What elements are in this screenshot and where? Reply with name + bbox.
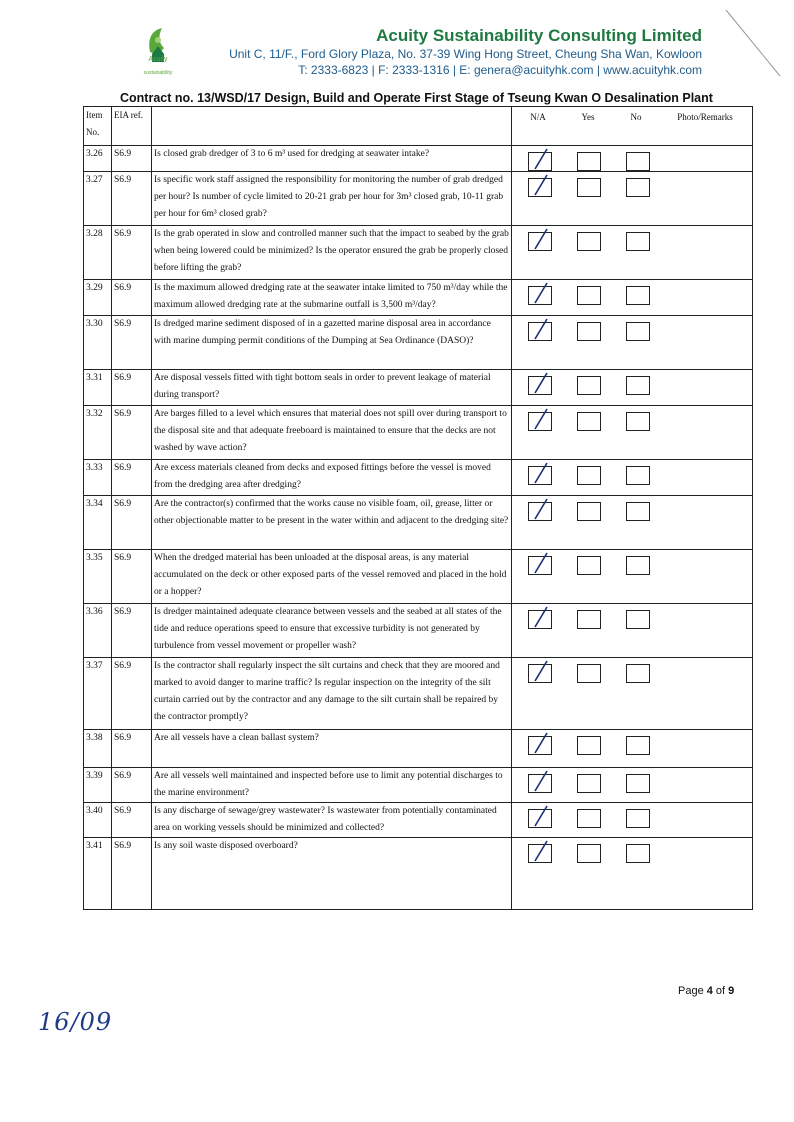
check-mark-icon [533, 551, 549, 577]
checkbox-no[interactable] [626, 502, 650, 521]
checkbox-yes[interactable] [577, 556, 601, 575]
item-no: 3.26 [84, 146, 112, 172]
table-row [84, 316, 753, 370]
table-row [84, 604, 753, 658]
item-no: 3.27 [84, 172, 112, 226]
checkbox-na[interactable] [528, 610, 552, 629]
checkbox-na[interactable] [528, 412, 552, 431]
handwritten-date: 16/09 [38, 1008, 113, 1036]
item-no: 3.29 [84, 280, 112, 316]
checkbox-na[interactable] [528, 844, 552, 863]
checkbox-yes[interactable] [577, 736, 601, 755]
header-yes: Yes [581, 112, 595, 122]
eia-ref: S6.9 [112, 280, 152, 316]
answer-cell [512, 172, 753, 226]
table-row [84, 658, 753, 730]
answer-cell [512, 803, 753, 838]
checkbox-no[interactable] [626, 412, 650, 431]
checkbox-no[interactable] [626, 232, 650, 251]
table-row [84, 730, 753, 768]
checklist-table [83, 106, 753, 910]
table-row [84, 550, 753, 604]
check-mark-icon [533, 804, 549, 830]
check-mark-icon [533, 371, 549, 397]
answer-cell [512, 604, 753, 658]
check-mark-icon [533, 461, 549, 487]
company-contact: T: 2333-6823 | F: 2333-1316 | E: genera@acuityhk.com | www.acuityhk.com [298, 63, 702, 77]
answer-cell [512, 658, 753, 730]
checkbox-no[interactable] [626, 844, 650, 863]
answer-cell [512, 460, 753, 496]
logo-text: Acuity [148, 56, 168, 63]
question-text: When the dredged material has been unloaded at the disposal areas, is any material accumulated on the deck or other exposed parts of the vessel removed and placed in the hold or a hopper? [152, 550, 512, 604]
checkbox-no[interactable] [626, 376, 650, 395]
item-no: 3.37 [84, 658, 112, 730]
eia-ref: S6.9 [112, 460, 152, 496]
answer-cell [512, 550, 753, 604]
item-no: 3.28 [84, 226, 112, 280]
question-text: Is dredger maintained adequate clearance between vessels and the seabed at all states of the tide and reduce operations speed to ensure that excessive turbidity is not generated by turbulence from vessel movement or propeller wash? [152, 604, 512, 658]
question-text: Is any soil waste disposed overboard? [152, 838, 512, 910]
answer-cell [512, 838, 753, 910]
scan-corner-mark [722, 8, 782, 78]
question-text: Are the contractor(s) confirmed that the works cause no visible foam, oil, grease, litter or other objectionable matter to be present in the water within and adjacent to the dredging site? [152, 496, 512, 550]
question-text: Are excess materials cleaned from decks and exposed fittings before the vessel is moved from the dredging area after dredging? [152, 460, 512, 496]
question-text: Is the grab operated in slow and controlled manner such that the impact to seabed by the grab when being lowered could be minimized? Is the operator ensured the grab be properly closed before lifting the grab? [152, 226, 512, 280]
checkbox-no[interactable] [626, 466, 650, 485]
check-mark-icon [533, 227, 549, 253]
checkbox-na[interactable] [528, 152, 552, 171]
table-row [84, 496, 753, 550]
item-no: 3.33 [84, 460, 112, 496]
checkbox-no[interactable] [626, 556, 650, 575]
checkbox-yes[interactable] [577, 664, 601, 683]
item-no: 3.30 [84, 316, 112, 370]
checkbox-yes[interactable] [577, 178, 601, 197]
checkbox-yes[interactable] [577, 610, 601, 629]
item-no: 3.31 [84, 370, 112, 406]
checkbox-na[interactable] [528, 178, 552, 197]
check-mark-icon [533, 605, 549, 631]
checkbox-no[interactable] [626, 286, 650, 305]
eia-ref: S6.9 [112, 496, 152, 550]
table-row [84, 768, 753, 803]
item-no: 3.38 [84, 730, 112, 768]
checkbox-na[interactable] [528, 376, 552, 395]
checkbox-no[interactable] [626, 664, 650, 683]
checkbox-na[interactable] [528, 556, 552, 575]
check-mark-icon [533, 839, 549, 865]
page-of: of [712, 985, 729, 997]
eia-ref: S6.9 [112, 658, 152, 730]
table-row [84, 803, 753, 838]
checkbox-yes[interactable] [577, 376, 601, 395]
checkbox-yes[interactable] [577, 286, 601, 305]
answer-cell [512, 730, 753, 768]
checkbox-na[interactable] [528, 774, 552, 793]
check-mark-icon [533, 173, 549, 199]
header-answers [512, 107, 753, 146]
answer-cell [512, 406, 753, 460]
checkbox-na[interactable] [528, 286, 552, 305]
question-text: Is specific work staff assigned the responsibility for monitoring the number of grab dredged per hour? Is number of cycle limited to 20-21 grab per hour for 3m³ closed grab, 10-11 grab per hour for 6m³ closed grab? [152, 172, 512, 226]
question-text: Is the contractor shall regularly inspect the silt curtains and check that they are moored and marked to avoid danger to marine traffic? Is regular inspection on the integrity of the silt curtain carried out by the contractor and any damage to the silt curtain shall be repaired by the contractor promptly? [152, 658, 512, 730]
header-na: N/A [530, 112, 546, 122]
company-name: Acuity Sustainability Consulting Limited [376, 26, 702, 45]
item-no: 3.32 [84, 406, 112, 460]
checkbox-no[interactable] [626, 322, 650, 341]
table-row [84, 406, 753, 460]
checkbox-yes[interactable] [577, 152, 601, 171]
eia-ref: S6.9 [112, 550, 152, 604]
answer-cell [512, 496, 753, 550]
checkbox-no[interactable] [626, 610, 650, 629]
contract-title: Contract no. 13/WSD/17 Design, Build and Operate First Stage of Tseung Kwan O Desalination Plant [120, 91, 713, 105]
checkbox-na[interactable] [528, 736, 552, 755]
checkbox-no[interactable] [626, 809, 650, 828]
question-text: Is the maximum allowed dredging rate at the seawater intake limited to 750 m³/day while the maximum allowed dredging rate at the submarine outfall is 3,500 m³/day? [152, 280, 512, 316]
checkbox-na[interactable] [528, 232, 552, 251]
question-text: Are all vessels have a clean ballast system? [152, 730, 512, 768]
eia-ref: S6.9 [112, 146, 152, 172]
eia-ref: S6.9 [112, 768, 152, 803]
check-mark-icon [533, 497, 549, 523]
checkbox-no[interactable] [626, 736, 650, 755]
checkbox-yes[interactable] [577, 502, 601, 521]
company-address: Unit C, 11/F., Ford Glory Plaza, No. 37-39 Wing Hong Street, Cheung Sha Wan, Kowloon [229, 47, 702, 61]
answer-cell [512, 146, 753, 172]
eia-ref: S6.9 [112, 316, 152, 370]
checkbox-yes[interactable] [577, 466, 601, 485]
table-row [84, 226, 753, 280]
table-row [84, 280, 753, 316]
checkbox-na[interactable] [528, 502, 552, 521]
header-question [152, 107, 512, 146]
checkbox-yes[interactable] [577, 809, 601, 828]
answer-cell [512, 316, 753, 370]
eia-ref: S6.9 [112, 604, 152, 658]
question-text: Are barges filled to a level which ensures that material does not spill over during transport to the disposal site and that adequate freeboard is maintained to ensure that the decks are not washed by wave action? [152, 406, 512, 460]
item-no: 3.39 [84, 768, 112, 803]
header-remarks: Photo/Remarks [677, 112, 733, 122]
item-no: 3.35 [84, 550, 112, 604]
eia-ref: S6.9 [112, 803, 152, 838]
answer-cell [512, 226, 753, 280]
answer-cell [512, 280, 753, 316]
checkbox-no[interactable] [626, 774, 650, 793]
eia-ref: S6.9 [112, 172, 152, 226]
table-row [84, 370, 753, 406]
question-text: Is any discharge of sewage/grey wastewater? Is wastewater from potentially contaminated area on working vessels should be minimized and collected? [152, 803, 512, 838]
check-mark-icon [533, 147, 549, 173]
header-item-no: Item No. [84, 107, 112, 146]
check-mark-icon [533, 407, 549, 433]
question-text: Is closed grab dredger of 3 to 6 m³ used for dredging at seawater intake? [152, 146, 512, 172]
header-eia-ref: EIA ref. [112, 107, 152, 146]
eia-ref: S6.9 [112, 730, 152, 768]
logo-subtext: sustainability [143, 70, 173, 76]
eia-ref: S6.9 [112, 226, 152, 280]
checkbox-yes[interactable] [577, 774, 601, 793]
table-row [84, 146, 753, 172]
check-mark-icon [533, 659, 549, 685]
table-row [84, 460, 753, 496]
checkbox-na[interactable] [528, 466, 552, 485]
table-row [84, 172, 753, 226]
checkbox-yes[interactable] [577, 232, 601, 251]
answer-cell [512, 370, 753, 406]
eia-ref: S6.9 [112, 838, 152, 910]
checkbox-yes[interactable] [577, 412, 601, 431]
question-text: Are disposal vessels fitted with tight bottom seals in order to prevent leakage of material during transport? [152, 370, 512, 406]
question-text: Is dredged marine sediment disposed of in a gazetted marine disposal area in accordance with marine dumping permit conditions of the Dumping at Sea Ordinance (DASO)? [152, 316, 512, 370]
checkbox-yes[interactable] [577, 322, 601, 341]
eia-ref: S6.9 [112, 406, 152, 460]
header-no: No [630, 112, 642, 122]
checkbox-no[interactable] [626, 178, 650, 197]
table-header-row [84, 107, 753, 146]
table-row [84, 838, 753, 910]
check-mark-icon [533, 769, 549, 795]
page-total: 9 [728, 985, 735, 997]
check-mark-icon [533, 731, 549, 757]
check-mark-icon [533, 281, 549, 307]
checkbox-na[interactable] [528, 664, 552, 683]
checkbox-na[interactable] [528, 322, 552, 341]
page-current: 4 [706, 985, 713, 997]
checkbox-na[interactable] [528, 809, 552, 828]
check-mark-icon [533, 317, 549, 343]
item-no: 3.41 [84, 838, 112, 910]
answer-cell [512, 768, 753, 803]
checkbox-no[interactable] [626, 152, 650, 171]
question-text: Are all vessels well maintained and inspected before use to limit any potential discharges to the marine environment? [152, 768, 512, 803]
item-no: 3.34 [84, 496, 112, 550]
checkbox-yes[interactable] [577, 844, 601, 863]
page-number [678, 985, 734, 997]
page-prefix: Page [678, 985, 707, 997]
eia-ref: S6.9 [112, 370, 152, 406]
item-no: 3.36 [84, 604, 112, 658]
item-no: 3.40 [84, 803, 112, 838]
